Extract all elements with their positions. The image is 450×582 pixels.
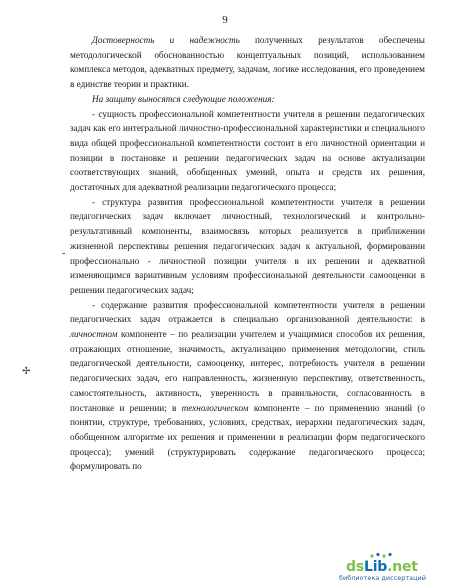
content-italic-personal: личностном xyxy=(70,329,118,340)
content-text-2: компоненте – по реализации учителем и учащимися способов их решения, отражающих отношение, значимость, актуализацию применения методологии, стиль педагогической деятельности, самооценку, интерес, потребность учителя в решении педагогических задач, его направленность, жизненную перспективу, ответственность, самостоятельность, активность, уверенность в правильности, согласованность в постановке и решении; в xyxy=(70,329,425,413)
content-text-3: компоненте – по применению знаний (о понятии, структуре, требованиях, условиях, средствах, иерархии педагогических задач, обобщенном алгоритме их решения и применении в реализации форм педагогического процесса); умений (структурировать содержание педагогического процесса; формулировать по xyxy=(70,402,425,472)
margin-mark: ✢ xyxy=(22,366,31,377)
body-text xyxy=(70,33,425,474)
content-text-1: - содержание развития профессиональной компетентности учителя в решении педагогических задач отражается в специально организованной деятельности: в xyxy=(70,299,425,325)
content-italic-technological: технологическом xyxy=(181,402,249,413)
watermark-logo: dsLib.net xyxy=(346,559,418,575)
dslib-watermark xyxy=(339,559,446,582)
page-number: 9 xyxy=(222,14,228,26)
defense-heading: На защиту выносятся следующие положения: xyxy=(92,93,275,104)
margin-mark: - xyxy=(62,248,66,259)
watermark-subtitle: библиотека диссертаций xyxy=(339,574,426,582)
watermark-dots-icon xyxy=(369,551,399,559)
defense-item-structure: - структура развития профессиональной компетентности учителя в решении педагогических задач включает личностный, технологический и контрольно-результативный компоненты, взаимосвязь которых реализуется в приближении жизненной перспективы решения педагогических задач к актуальной, формировании профессионально - личностной позиции учителя в их решении и адекватной изменяющимся вариативным условиям профессиональной деятельности самооценки в решении педагогических задач; xyxy=(70,196,425,295)
paragraph-reliability xyxy=(70,33,425,92)
reliability-lead: Достоверность и надежность xyxy=(92,35,240,45)
defense-item-content xyxy=(70,298,425,474)
defense-item-essence: - сущность профессиональной компетентности учителя в решении педагогических задач как его интегральной личностно-профессиональной характеристики и специального вида общей профессиональной компетентности состоит в его личностной ориентации и позиции в постановке и решении педагогических задач на основе актуализации соответствующих знаний, обобщенных умений, опыта и средств их решения, достаточных для адекватной реализации педагогического процесса; xyxy=(70,108,425,193)
reliability-text: полученных результатов обеспечены методологической обоснованностью концептуальных позиций, использованием комплекса методов, адекватных предмету, задачам, логике исследования, его проведением в единстве теории и практики. xyxy=(70,35,425,90)
